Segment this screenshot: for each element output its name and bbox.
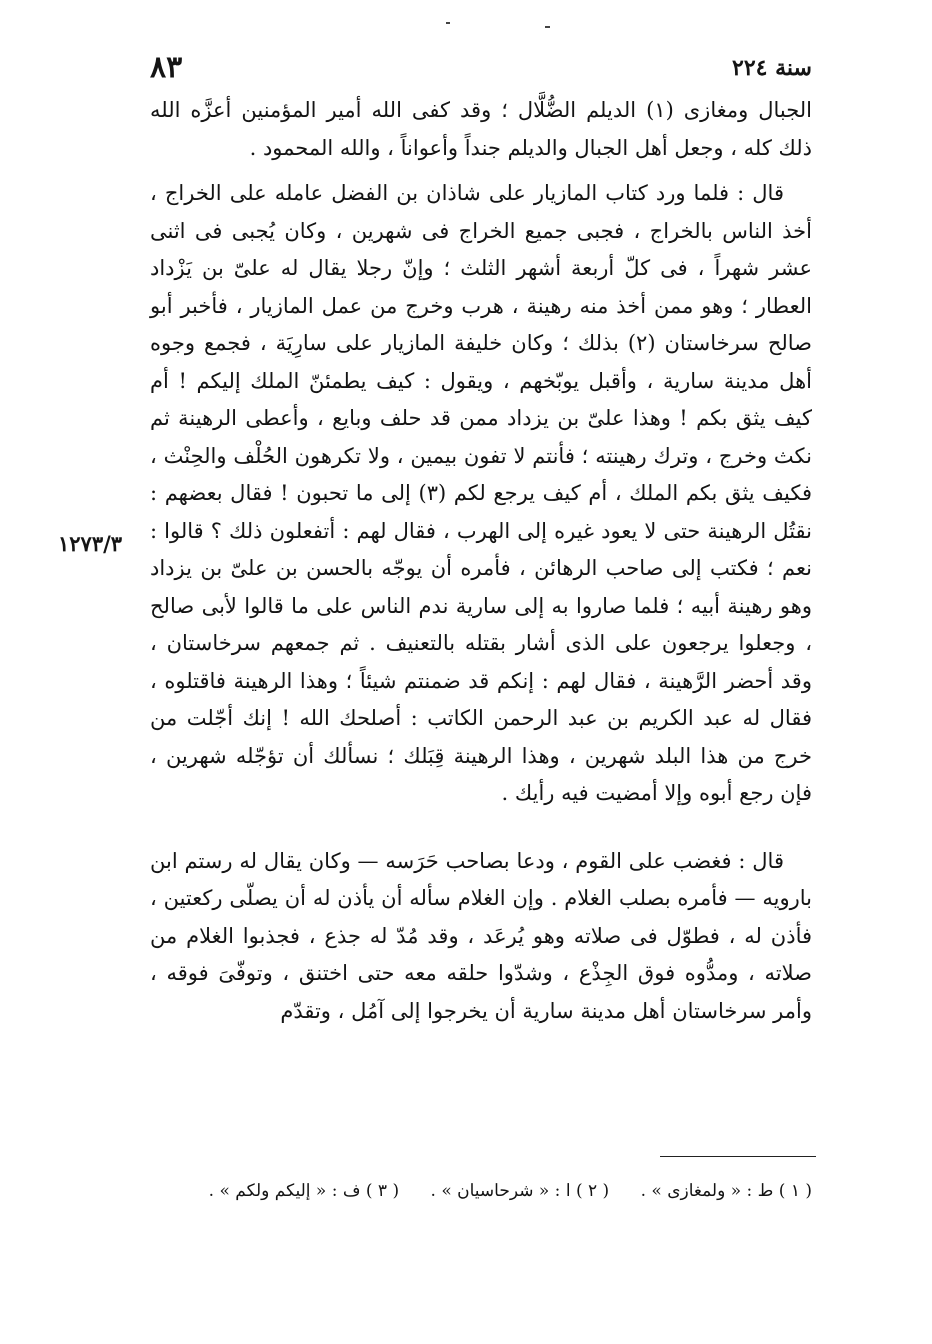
page-header bbox=[150, 48, 812, 88]
print-speck bbox=[545, 26, 550, 28]
footnote: ( ١ ) ط : « ولمغازى » . bbox=[640, 1181, 812, 1201]
paragraph: قال : فغضب على القوم ، ودعا بصاحب حَرَسه — وكان يقال له رستم ابن بارويه — فأمره بصلب الغلام . وإن الغلام سأله أن يأذن له أن يصلّى ركعتين ، فأذن له ، فطوّل فى صلاته وهو يُرعَد ، وقد مُدّ له جذع ، فجذبوا الغلام من صلاته ، ومدُّوه فوق الجِذْع ، وشدّوا حلقه معه حتى اختنق ، وتوفّىَ فوقه ، وأمر سرخاستان أهل مدينة سارية أن يخرجوا إلى آمُل ، وتقدّم bbox=[150, 848, 812, 1023]
margin-reference: ١٢٧٣/٣ bbox=[58, 531, 123, 556]
print-speck bbox=[446, 22, 450, 24]
footnote: ( ٢ ) ا : « شرحاسيان » . bbox=[430, 1181, 610, 1201]
page-number: ٨٣ bbox=[150, 50, 183, 85]
footnote: ( ٣ ) ف : « إليكم ولكم » . bbox=[208, 1181, 400, 1201]
paragraph: قال : فلما ورد كتاب المازيار على شاذان بن الفضل عامله على الخراج ، أخذ الناس بالخراج ، فجبى جميع الخراج فى شهرين ، وكان يُجبى فى اثنى عشر شهراً ، فى كلّ أربعة أشهر الثلث ؛ وإنّ رجلا يقال له علىّ بن يَزْداد العطار ؛ وهو ممن أخذ منه رهينة ، هرب وخرج من عمل المازيار ، فأخبر أبو صالح سرخاستان (٢) بذلك ؛ وكان خليفة المازيار على سارِيَة ، فجمع وجوه أهل مدينة سارية ، وأقبل يوبّخهم ، ويقول : كيف يطمئنّ الملك إليكم ! أم كيف يثق بكم ! وهذا علىّ بن يزداد ممن قد حلف وبايع ، وأعطى الرهينة ثم نكث وخرج ، وترك رهينته ؛ فأنتم لا تفون بيمين ، ولا تكرهون الحُلْف والحِنْث ، فكيف يثق بكم الملك ، أم كيف يرجع لكم (٣) إلى ما تحبون ! فقال بعضهم : نقتُل الرهينة حتى لا يعود غيره إلى الهرب ، فقال لهم : أتفعلون ذلك ؟ قالوا : نعم ؛ فكتب إلى صاحب الرهائن ، فأمره أن يوجّه بالحسن بن علىّ بن يزداد وهو رهينة أبيه ؛ فلما صاروا به إلى سارية ندم الناس على ما قالوا لأبى صالح ، وجعلوا يرجعون على الذى أشار بقتله بالتعنيف . ثم جمعهم سرخاستان ، وقد أحضر الرَّهينة ، فقال لهم : إنكم قد ضمنتم شيئاً ؛ وهذا الرهينة فاقتلوه ، فقال له عبد الكريم بن عبد الرحمن الكاتب : أصلحك الله ! إنك أجّلت من خرج من هذا البلد شهرين ، وهذا الرهينة قِبَلك ؛ نسألك أن تؤجّله شهرين ، فإن رجع أبوه وإلا أمضيت فيه رأيك . bbox=[150, 181, 813, 805]
footnote-divider bbox=[660, 1156, 816, 1157]
paragraph: الجبال ومغازى (١) الديلم الضُّلَّال ؛ وقد كفى الله أمير المؤمنين أعزَّه الله ذلك كله ، وجعل أهل الجبال والديلم جنداً وأعواناً ، والله المحمود . bbox=[150, 98, 813, 160]
running-head-year: سنة ٢٢٤ bbox=[732, 55, 812, 81]
main-text bbox=[150, 92, 812, 1038]
footnotes bbox=[160, 1176, 812, 1206]
